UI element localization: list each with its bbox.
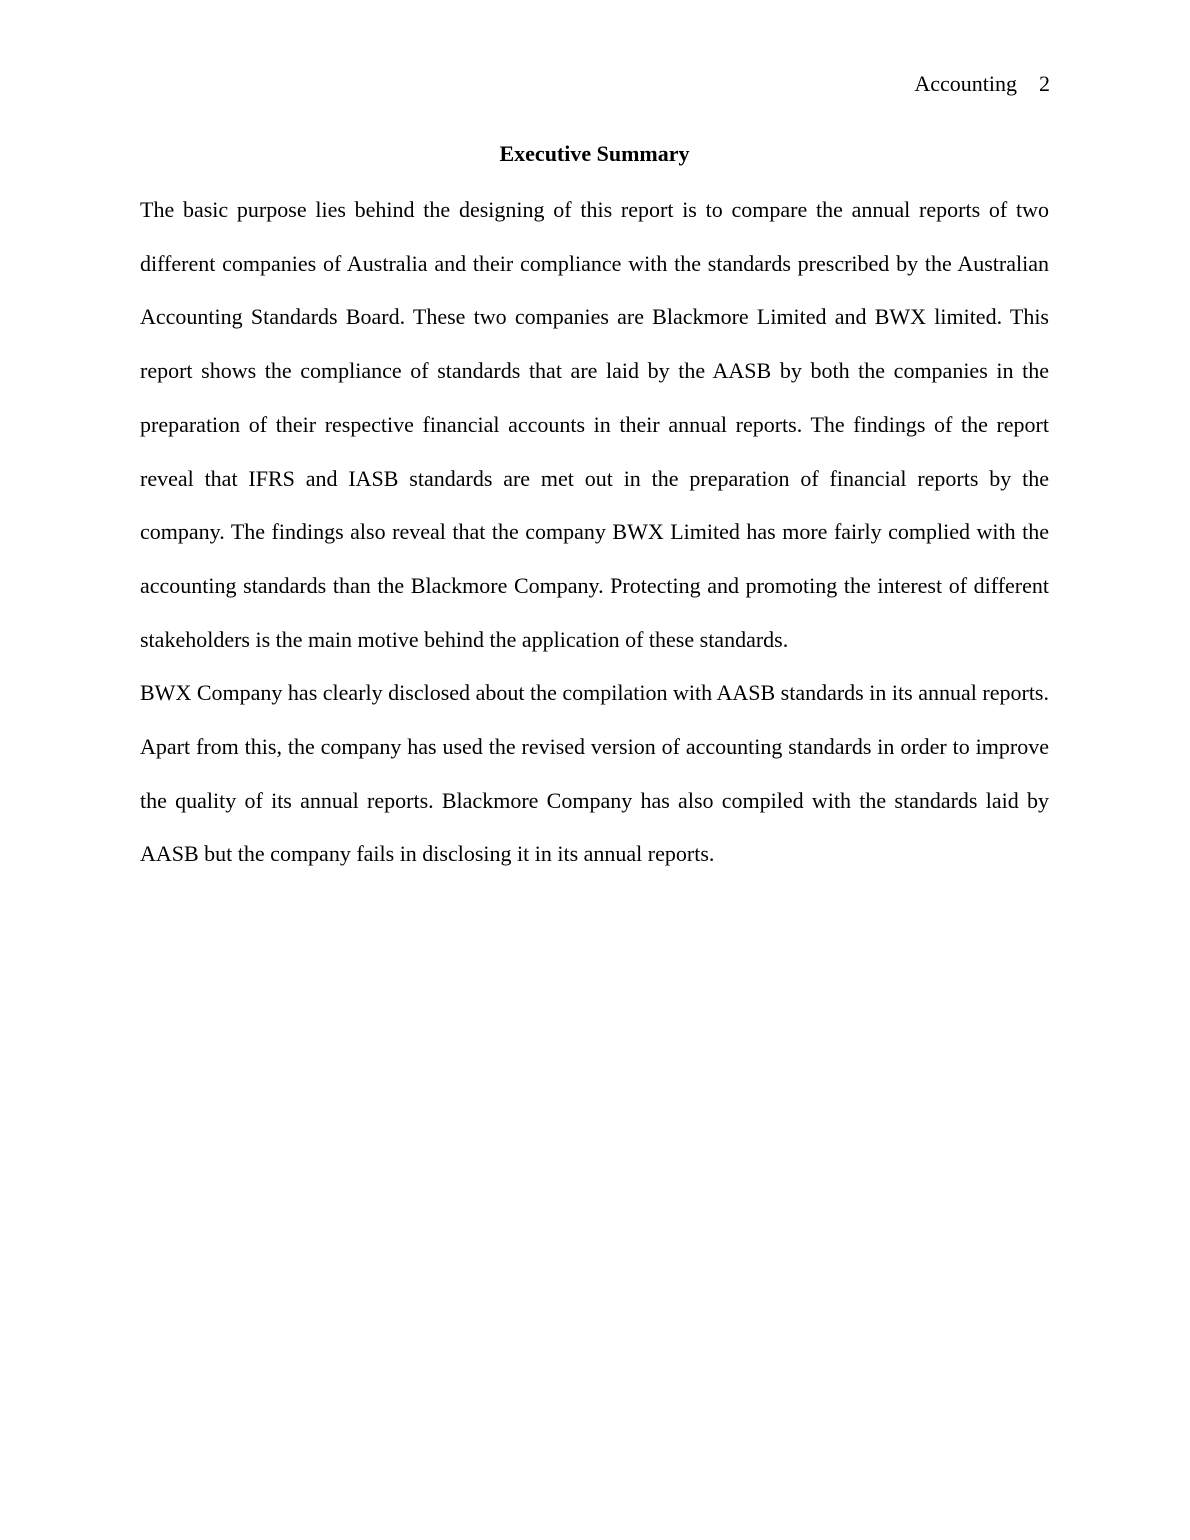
running-header [914,70,1050,98]
paragraph-2: BWX Company has clearly disclosed about the compilation with AASB standards in its annual reports. Apart from this, the company has used the revised version of accounting standards in order to improve the quality of its annual reports. Blackmore Company has also compiled with the standards laid by AASB but the company fails in disclosing it in its annual reports. [140,680,1049,867]
section-title: Executive Summary [499,141,690,166]
document-body [140,139,1049,881]
page-number: 2 [1039,71,1050,96]
running-header-title: Accounting [914,71,1017,96]
paragraph-1: The basic purpose lies behind the designing of this report is to compare the annual reports of two different companies of Australia and their compliance with the standards prescribed by the Australian Accounting Standards Board. These two companies are Blackmore Limited and BWX limited. This report shows the compliance of standards that are laid by the AASB by both the companies in the preparation of their respective financial accounts in their annual reports. The findings of the report reveal that IFRS and IASB standards are met out in the preparation of financial reports by the company. The findings also reveal that the company BWX Limited has more fairly complied with the accounting standards than the Blackmore Company. Protecting and promoting the interest of different stakeholders is the main motive behind the application of these standards. [140,197,1049,652]
